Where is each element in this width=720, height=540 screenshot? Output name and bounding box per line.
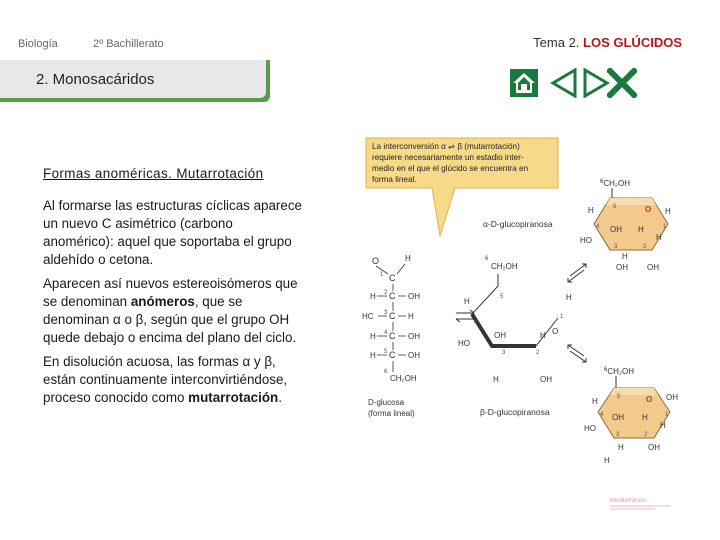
svg-text:H: H — [408, 312, 414, 321]
alpha-c6-label: $^6$CH₂OH — [600, 179, 631, 188]
svg-text:H: H — [370, 292, 376, 301]
svg-text:2: 2 — [644, 432, 648, 438]
publisher-logo-text: Mediterráneo — [610, 498, 646, 504]
svg-text:HO: HO — [580, 236, 592, 245]
alpha-label: α-D-glucopiranosa — [483, 219, 553, 229]
svg-text:6: 6 — [485, 256, 489, 262]
home-icon[interactable] — [509, 68, 539, 98]
section-title: 2. Monosacáridos — [36, 71, 155, 88]
callout-line-2: requiere necesariamente un estadio inter- — [372, 153, 524, 162]
svg-text:H: H — [592, 397, 598, 406]
section-title-bg — [0, 60, 266, 98]
anomers-term: anómeros — [130, 294, 195, 309]
section-title-band — [0, 60, 270, 102]
svg-text:CH₂OH: CH₂OH — [390, 374, 417, 383]
svg-text:C: C — [389, 350, 396, 360]
level-label: 2º Bachillerato — [93, 38, 164, 50]
svg-text:HC: HC — [362, 312, 374, 321]
svg-text:H: H — [618, 443, 624, 452]
svg-text:OH: OH — [494, 331, 506, 340]
linear-label-2: (forma lineal) — [368, 409, 415, 418]
content-column — [43, 165, 305, 413]
topic-title — [533, 35, 682, 50]
subject-label: Biología — [18, 38, 58, 50]
svg-text:C: C — [389, 273, 396, 283]
svg-text:5: 5 — [613, 204, 617, 210]
svg-text:2: 2 — [643, 244, 647, 250]
svg-text:4: 4 — [384, 330, 388, 336]
svg-text:2: 2 — [536, 350, 540, 356]
svg-text:5: 5 — [617, 394, 621, 400]
svg-text:O: O — [645, 205, 652, 214]
svg-text:H: H — [370, 332, 376, 341]
svg-text:1: 1 — [560, 314, 564, 320]
close-icon[interactable] — [607, 68, 637, 98]
svg-text:3: 3 — [502, 350, 506, 356]
svg-text:OH: OH — [408, 332, 420, 341]
svg-text:H: H — [566, 293, 572, 302]
svg-text:OH: OH — [666, 393, 678, 402]
linear-label-1: D-glucosa — [368, 398, 405, 407]
svg-text:3: 3 — [384, 310, 388, 316]
svg-text:OH: OH — [610, 225, 622, 234]
svg-text:CH₂OH: CH₂OH — [491, 262, 518, 271]
svg-text:OH: OH — [408, 351, 420, 360]
svg-text:O: O — [552, 327, 559, 336]
p3-text-a: En disolución acuosa, las formas α y β, están continuamente interconvirtiéndose, proceso conocido como — [43, 354, 288, 405]
paragraph-anomers — [43, 275, 305, 347]
paragraph-anomeric-carbon: Al formarse las estructuras cíclicas aparece un nuevo C asimétrico (carbono anomérico): aquel que soportaba el grupo aldehído o cetona. — [43, 198, 302, 267]
callout-line-4: forma lineal. — [372, 175, 417, 184]
svg-text:OH: OH — [408, 292, 420, 301]
svg-text:H: H — [656, 233, 662, 242]
svg-text:OH: OH — [647, 263, 659, 272]
callout-line-3: medio en el que el glúcido se encuentra en — [372, 164, 529, 173]
glucose-mutarotation-diagram — [360, 136, 682, 466]
svg-text:OH: OH — [612, 413, 624, 422]
svg-text:3: 3 — [616, 432, 620, 438]
svg-text:6: 6 — [384, 369, 388, 375]
svg-text:H: H — [493, 375, 499, 384]
svg-text:H: H — [665, 207, 671, 216]
svg-text:H: H — [638, 225, 644, 234]
topic-name: LOS GLÚCIDOS — [583, 35, 682, 50]
mutarotation-term: mutarrotación — [188, 390, 279, 405]
svg-text:5: 5 — [384, 349, 388, 355]
content-heading: Formas anoméricas. Mutarrotación — [43, 166, 264, 181]
p3-text-end: . — [278, 390, 282, 405]
svg-text:2: 2 — [384, 290, 388, 296]
svg-text:O: O — [646, 395, 653, 404]
svg-text:1: 1 — [380, 272, 384, 278]
svg-text:HO: HO — [584, 424, 596, 433]
topic-prefix: Tema 2. — [533, 35, 580, 50]
svg-text:H: H — [405, 254, 411, 263]
svg-text:OH: OH — [540, 375, 552, 384]
svg-text:H: H — [464, 297, 470, 306]
beta-label: β-D-glucopiranosa — [480, 407, 550, 417]
triangle-left-icon[interactable] — [549, 68, 579, 98]
svg-text:H: H — [588, 206, 594, 215]
p2-text-a: Aparecen así nuevos estereoisómeros que se denominan — [43, 276, 298, 309]
svg-text:4: 4 — [474, 320, 478, 326]
svg-text:1: 1 — [665, 412, 669, 418]
svg-text:H: H — [622, 252, 628, 261]
p2-text-b: , que se denominan α o β, según que el grupo OH quede debajo o encima del plano del ciclo. — [43, 294, 297, 345]
svg-text:H: H — [642, 413, 648, 422]
svg-text:5: 5 — [500, 294, 504, 300]
svg-text:H: H — [540, 331, 546, 340]
svg-text:OH: OH — [616, 263, 628, 272]
svg-text:6CH₂OH: $^6$CH₂OH — [604, 367, 635, 376]
svg-text:3: 3 — [614, 244, 618, 250]
callout-line-1: La interconversión α ⇌ β (mutarrotación) — [372, 142, 520, 151]
svg-text:4: 4 — [600, 412, 604, 418]
svg-text:H: H — [660, 421, 666, 430]
svg-text:1: 1 — [663, 224, 667, 230]
svg-text:C: C — [389, 331, 396, 341]
svg-text:O: O — [372, 256, 380, 266]
svg-text:HO: HO — [458, 339, 470, 348]
svg-text:H: H — [604, 456, 610, 465]
svg-text:H: H — [370, 351, 376, 360]
publisher-logo — [610, 496, 680, 510]
svg-text:OH: OH — [648, 443, 660, 452]
svg-text:4: 4 — [596, 224, 600, 230]
paragraph-mutarotation — [43, 353, 305, 407]
svg-text:C: C — [389, 291, 396, 301]
svg-text:C: C — [389, 311, 396, 321]
